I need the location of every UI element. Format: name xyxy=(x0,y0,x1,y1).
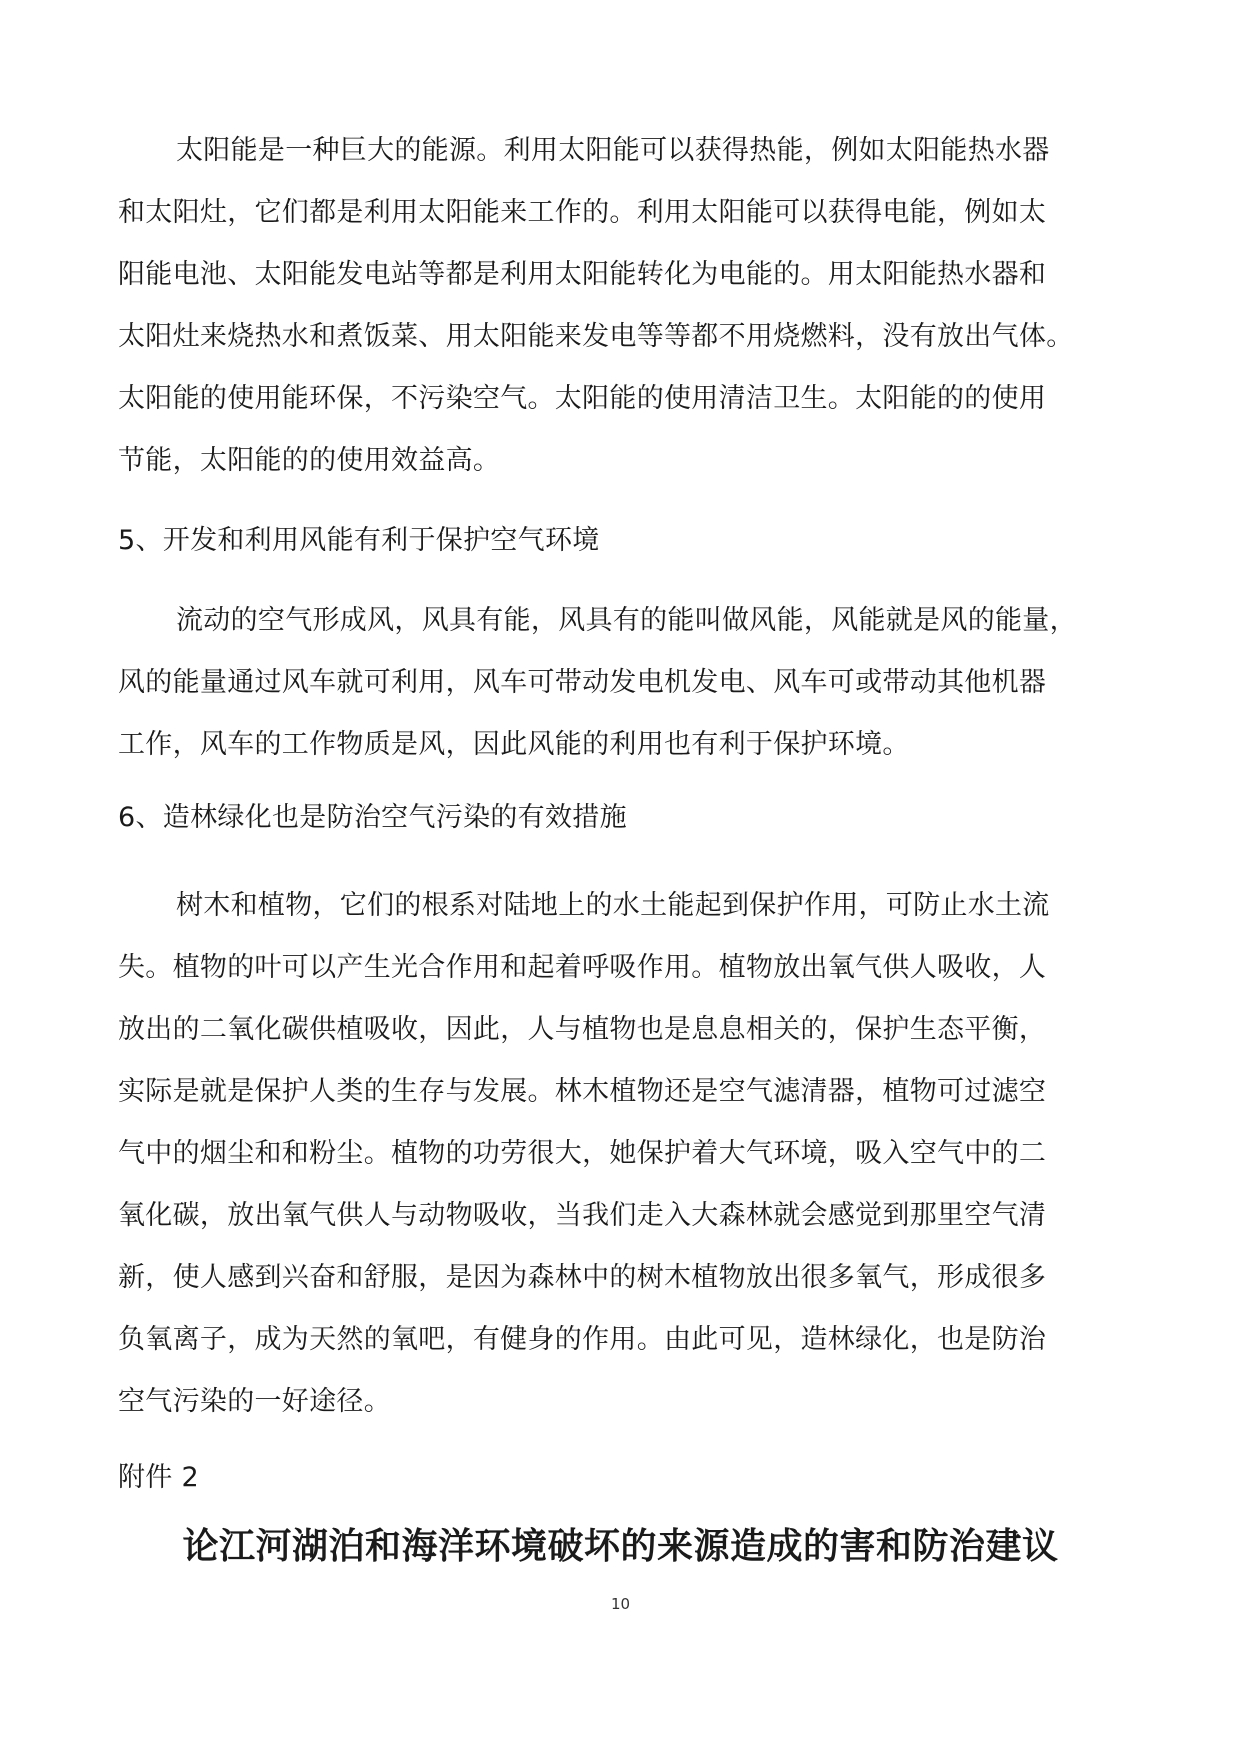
paragraph-line: 节能，太阳能的的使用效益高。 xyxy=(118,445,501,476)
paragraph-line: 风的能量通过风车就可利用，风车可带动发电机发电、风车可或带动其他机器 xyxy=(118,667,1047,698)
paragraph-line: 空气污染的一好途径。 xyxy=(118,1386,391,1417)
page-number: 10 xyxy=(610,1595,631,1613)
paragraph-line: 工作，风车的工作物质是风，因此风能的利用也有利于保护环境。 xyxy=(118,729,910,760)
paragraph-line: 新，使人感到兴奋和舒服，是因为森林中的树木植物放出很多氧气，形成很多 xyxy=(118,1262,1047,1293)
document-title: 论江河湖泊和海洋环境破坏的来源造成的害和防治建议 xyxy=(182,1526,1059,1567)
paragraph-line: 氧化碳，放出氧气供人与动物吸收，当我们走入大森林就会感觉到那里空气清 xyxy=(118,1200,1047,1231)
paragraph-line: 太阳能的使用能环保，不污染空气。太阳能的使用清洁卫生。太阳能的的使用 xyxy=(118,383,1047,414)
paragraph-line: 放出的二氧化碳供植吸收，因此，人与植物也是息息相关的，保护生态平衡， xyxy=(118,1014,1047,1045)
paragraph-line: 实际是就是保护人类的生存与发展。林木植物还是空气滤清器，植物可过滤空 xyxy=(118,1076,1047,1107)
paragraph-line: 阳能电池、太阳能发电站等都是利用太阳能转化为电能的。用太阳能热水器和 xyxy=(118,259,1047,290)
paragraph-line: 太阳能是一种巨大的能源。利用太阳能可以获得热能，例如太阳能热水器 xyxy=(176,135,1050,166)
paragraph-line: 和太阳灶，它们都是利用太阳能来工作的。利用太阳能可以获得电能，例如太 xyxy=(118,197,1047,228)
paragraph-line: 失。植物的叶可以产生光合作用和起着呼吸作用。植物放出氧气供人吸收，人 xyxy=(118,952,1047,983)
paragraph-line: 树木和植物，它们的根系对陆地上的水土能起到保护作用，可防止水土流 xyxy=(176,890,1050,921)
paragraph-line: 气中的烟尘和和粉尘。植物的功劳很大，她保护着大气环境，吸入空气中的二 xyxy=(118,1138,1047,1169)
section-heading: 6、造林绿化也是防治空气污染的有效措施 xyxy=(118,802,627,833)
section-heading: 5、开发和利用风能有利于保护空气环境 xyxy=(118,525,600,556)
paragraph-line: 负氧离子，成为天然的氧吧，有健身的作用。由此可见，造林绿化，也是防治 xyxy=(118,1324,1047,1355)
paragraph-line: 太阳灶来烧热水和煮饭菜、用太阳能来发电等等都不用烧燃料，没有放出气体。 xyxy=(118,321,1074,352)
attachment-label: 附件 2 xyxy=(118,1462,199,1493)
paragraph-line: 流动的空气形成风，风具有能，风具有的能叫做风能，风能就是风的能量， xyxy=(176,605,1077,636)
